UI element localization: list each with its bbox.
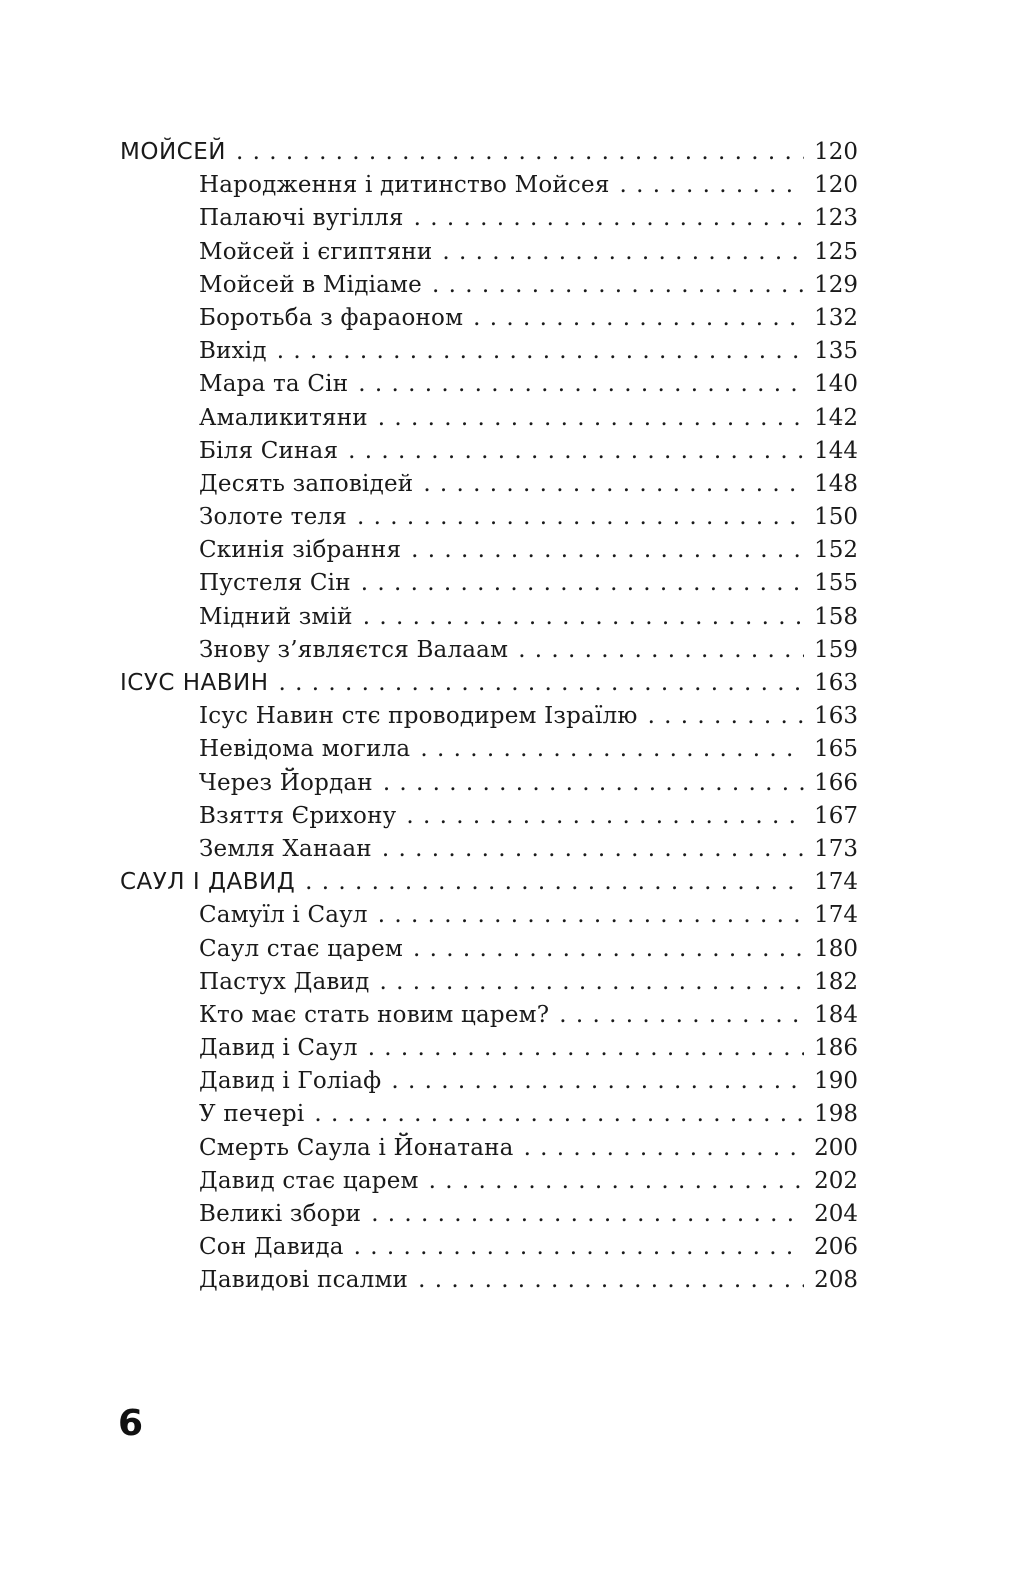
toc-entry-title: Мойсей в Мідіаме [199,271,422,298]
toc-page-number: 198 [814,1101,858,1128]
toc-entry-title: Мара та Сін [199,371,349,398]
toc-entry-row [120,601,858,634]
toc-page-number: 174 [814,902,858,929]
toc-entry-row [120,169,858,202]
dot-leader [357,501,804,534]
dot-leader [382,833,804,866]
toc-page-number: 182 [814,968,858,995]
toc-entry-title: Сон Давида [199,1234,344,1261]
toc-entry-title: Саул стає царем [199,935,404,962]
toc-entry-row [120,1231,858,1264]
toc-entry-title: Смерть Саула і Йонатана [199,1134,514,1161]
toc-entry-row [120,1032,858,1065]
dot-leader [418,1264,804,1297]
dot-leader [442,236,804,269]
toc-entry-title: Знову з’являєтся Валаам [199,636,509,663]
dot-leader [414,202,804,235]
toc-page-number: 166 [814,769,858,796]
toc-entry-row [120,402,858,435]
toc-entry-row [120,634,858,667]
dot-leader [371,1198,804,1231]
toc-page-number: 148 [814,470,858,497]
toc-entry-row [120,1198,858,1231]
dot-leader [378,899,804,932]
toc-entry-title: Десять заповідей [199,470,414,497]
dot-leader [423,468,804,501]
toc-entry-row [120,1065,858,1098]
toc-page-number: 123 [814,205,858,232]
toc-page-number: 140 [814,371,858,398]
toc-entry-title: Кто має стать новим царем? [199,1001,550,1028]
page-number: 6 [118,1403,144,1444]
toc-entry-title: Давид і Голіаф [199,1068,382,1095]
toc-entry-title: У печері [199,1101,305,1128]
toc-entry-row [120,501,858,534]
toc-page-number: 120 [814,172,858,199]
toc-entry-row [120,700,858,733]
toc-entry-row [120,899,858,932]
toc-page-number: 142 [814,404,858,431]
dot-leader [518,634,804,667]
toc-page-number: 132 [814,304,858,331]
toc-page-number: 174 [814,869,858,896]
toc-entry-title: Ісус Навин стє проводирем Ізраїлю [199,703,638,730]
dot-leader [379,966,804,999]
toc-page-number: 163 [814,670,858,696]
toc-entry-title: Мойсей і єгиптяни [199,238,433,265]
toc-entry-row [120,468,858,501]
toc-entry-row [120,767,858,800]
toc-entry-row [120,1264,858,1297]
toc-page-number: 163 [814,703,858,730]
toc-page-number: 202 [814,1167,858,1194]
dot-leader [406,800,804,833]
toc-entry-title: Давид стає царем [199,1167,419,1194]
dot-leader [279,667,804,700]
dot-leader [648,700,804,733]
dot-leader [363,601,804,634]
toc-entry-row [120,435,858,468]
dot-leader [524,1132,804,1165]
toc-entry-title: Давид і Саул [199,1035,358,1062]
dot-leader [413,933,804,966]
toc-section-row [120,866,858,899]
toc-section-row [120,136,858,169]
toc-entry-row [120,1098,858,1131]
toc-entry-row [120,534,858,567]
toc-page-number: 152 [814,537,858,564]
dot-leader [429,1165,804,1198]
toc-entry-row [120,999,858,1032]
toc-page-number: 204 [814,1201,858,1227]
toc-entry-row [120,236,858,269]
dot-leader [378,402,804,435]
toc-entry-row [120,966,858,999]
dot-leader [383,767,804,800]
toc-entry-row [120,733,858,766]
toc-entry-title: Давидові псалми [199,1267,409,1294]
dot-leader [361,567,804,600]
dot-leader [368,1032,804,1065]
toc-page-number: 165 [814,736,858,763]
toc-page-number: 125 [814,238,858,265]
toc-entry-row [120,202,858,235]
toc-entry-title: Пустеля Сін [199,570,351,597]
toc-page-number: 200 [814,1134,858,1161]
toc-entry-title: Палаючі вугілля [199,205,404,232]
toc-entry-title: Скинія зібрання [199,537,402,564]
dot-leader [620,169,804,202]
dot-leader [411,534,804,567]
toc-entry-title: Золоте теля [199,504,347,531]
toc-page-number: 208 [814,1267,858,1294]
dot-leader [236,136,804,169]
toc-entry-title: Земля Ханаан [199,835,372,862]
toc-entry-row [120,1132,858,1165]
toc-page-number: 159 [814,636,858,663]
toc-entry-title: Пастух Давид [199,968,370,995]
toc-section-row [120,667,858,700]
toc-entry-row [120,368,858,401]
toc-entry-row [120,302,858,335]
toc-entry-title: Боротьба з фараоном [199,304,464,331]
toc-page-number: 155 [814,570,858,597]
toc-page-number: 150 [814,504,858,531]
toc-entry-row [120,833,858,866]
toc-entry-title: Амаликитяни [199,404,368,431]
toc-entry-title: Вихід [199,338,267,365]
toc-entry-title: Великі збори [199,1201,362,1227]
toc-entry-row [120,335,858,368]
toc-entry-title: Самуїл і Саул [199,902,368,929]
dot-leader [473,302,804,335]
toc-page-number: 180 [814,935,858,962]
toc-entry-title: Взяття Єрихону [199,802,397,829]
toc-page-number: 120 [814,139,858,165]
toc-entry-title: Через Йордан [199,769,373,796]
dot-leader [354,1231,804,1264]
toc-entry-row [120,800,858,833]
toc-page-number: 184 [814,1001,858,1028]
toc-entry-row [120,933,858,966]
toc-entry-title: Біля Синая [199,437,339,464]
dot-leader [314,1098,804,1131]
toc-page-number: 186 [814,1035,858,1062]
dot-leader [420,733,804,766]
dot-leader [358,368,804,401]
table-of-contents [120,136,858,1298]
toc-entry-title: Народження і дитинство Мойсея [199,172,610,199]
dot-leader [348,435,804,468]
dot-leader [391,1065,804,1098]
toc-page-number: 206 [814,1234,858,1261]
toc-page-number: 135 [814,338,858,365]
toc-page-number: 158 [814,603,858,630]
toc-page-number: 167 [814,802,858,829]
dot-leader [305,866,804,899]
toc-section-title: ІСУС НАВИН [120,670,269,696]
toc-entry-title: Невідома могила [199,736,411,763]
toc-section-title: САУЛ І ДАВИД [120,869,296,896]
toc-page-number: 173 [814,835,858,862]
toc-page-number: 129 [814,271,858,298]
dot-leader [432,269,804,302]
toc-entry-row [120,1165,858,1198]
toc-entry-row [120,567,858,600]
dot-leader [277,335,804,368]
dot-leader [559,999,804,1032]
toc-entry-title: Мідний змій [199,603,353,630]
toc-page-number: 144 [814,437,858,464]
toc-section-title: МОЙСЕЙ [120,139,226,165]
toc-entry-row [120,269,858,302]
toc-page-number: 190 [814,1068,858,1095]
